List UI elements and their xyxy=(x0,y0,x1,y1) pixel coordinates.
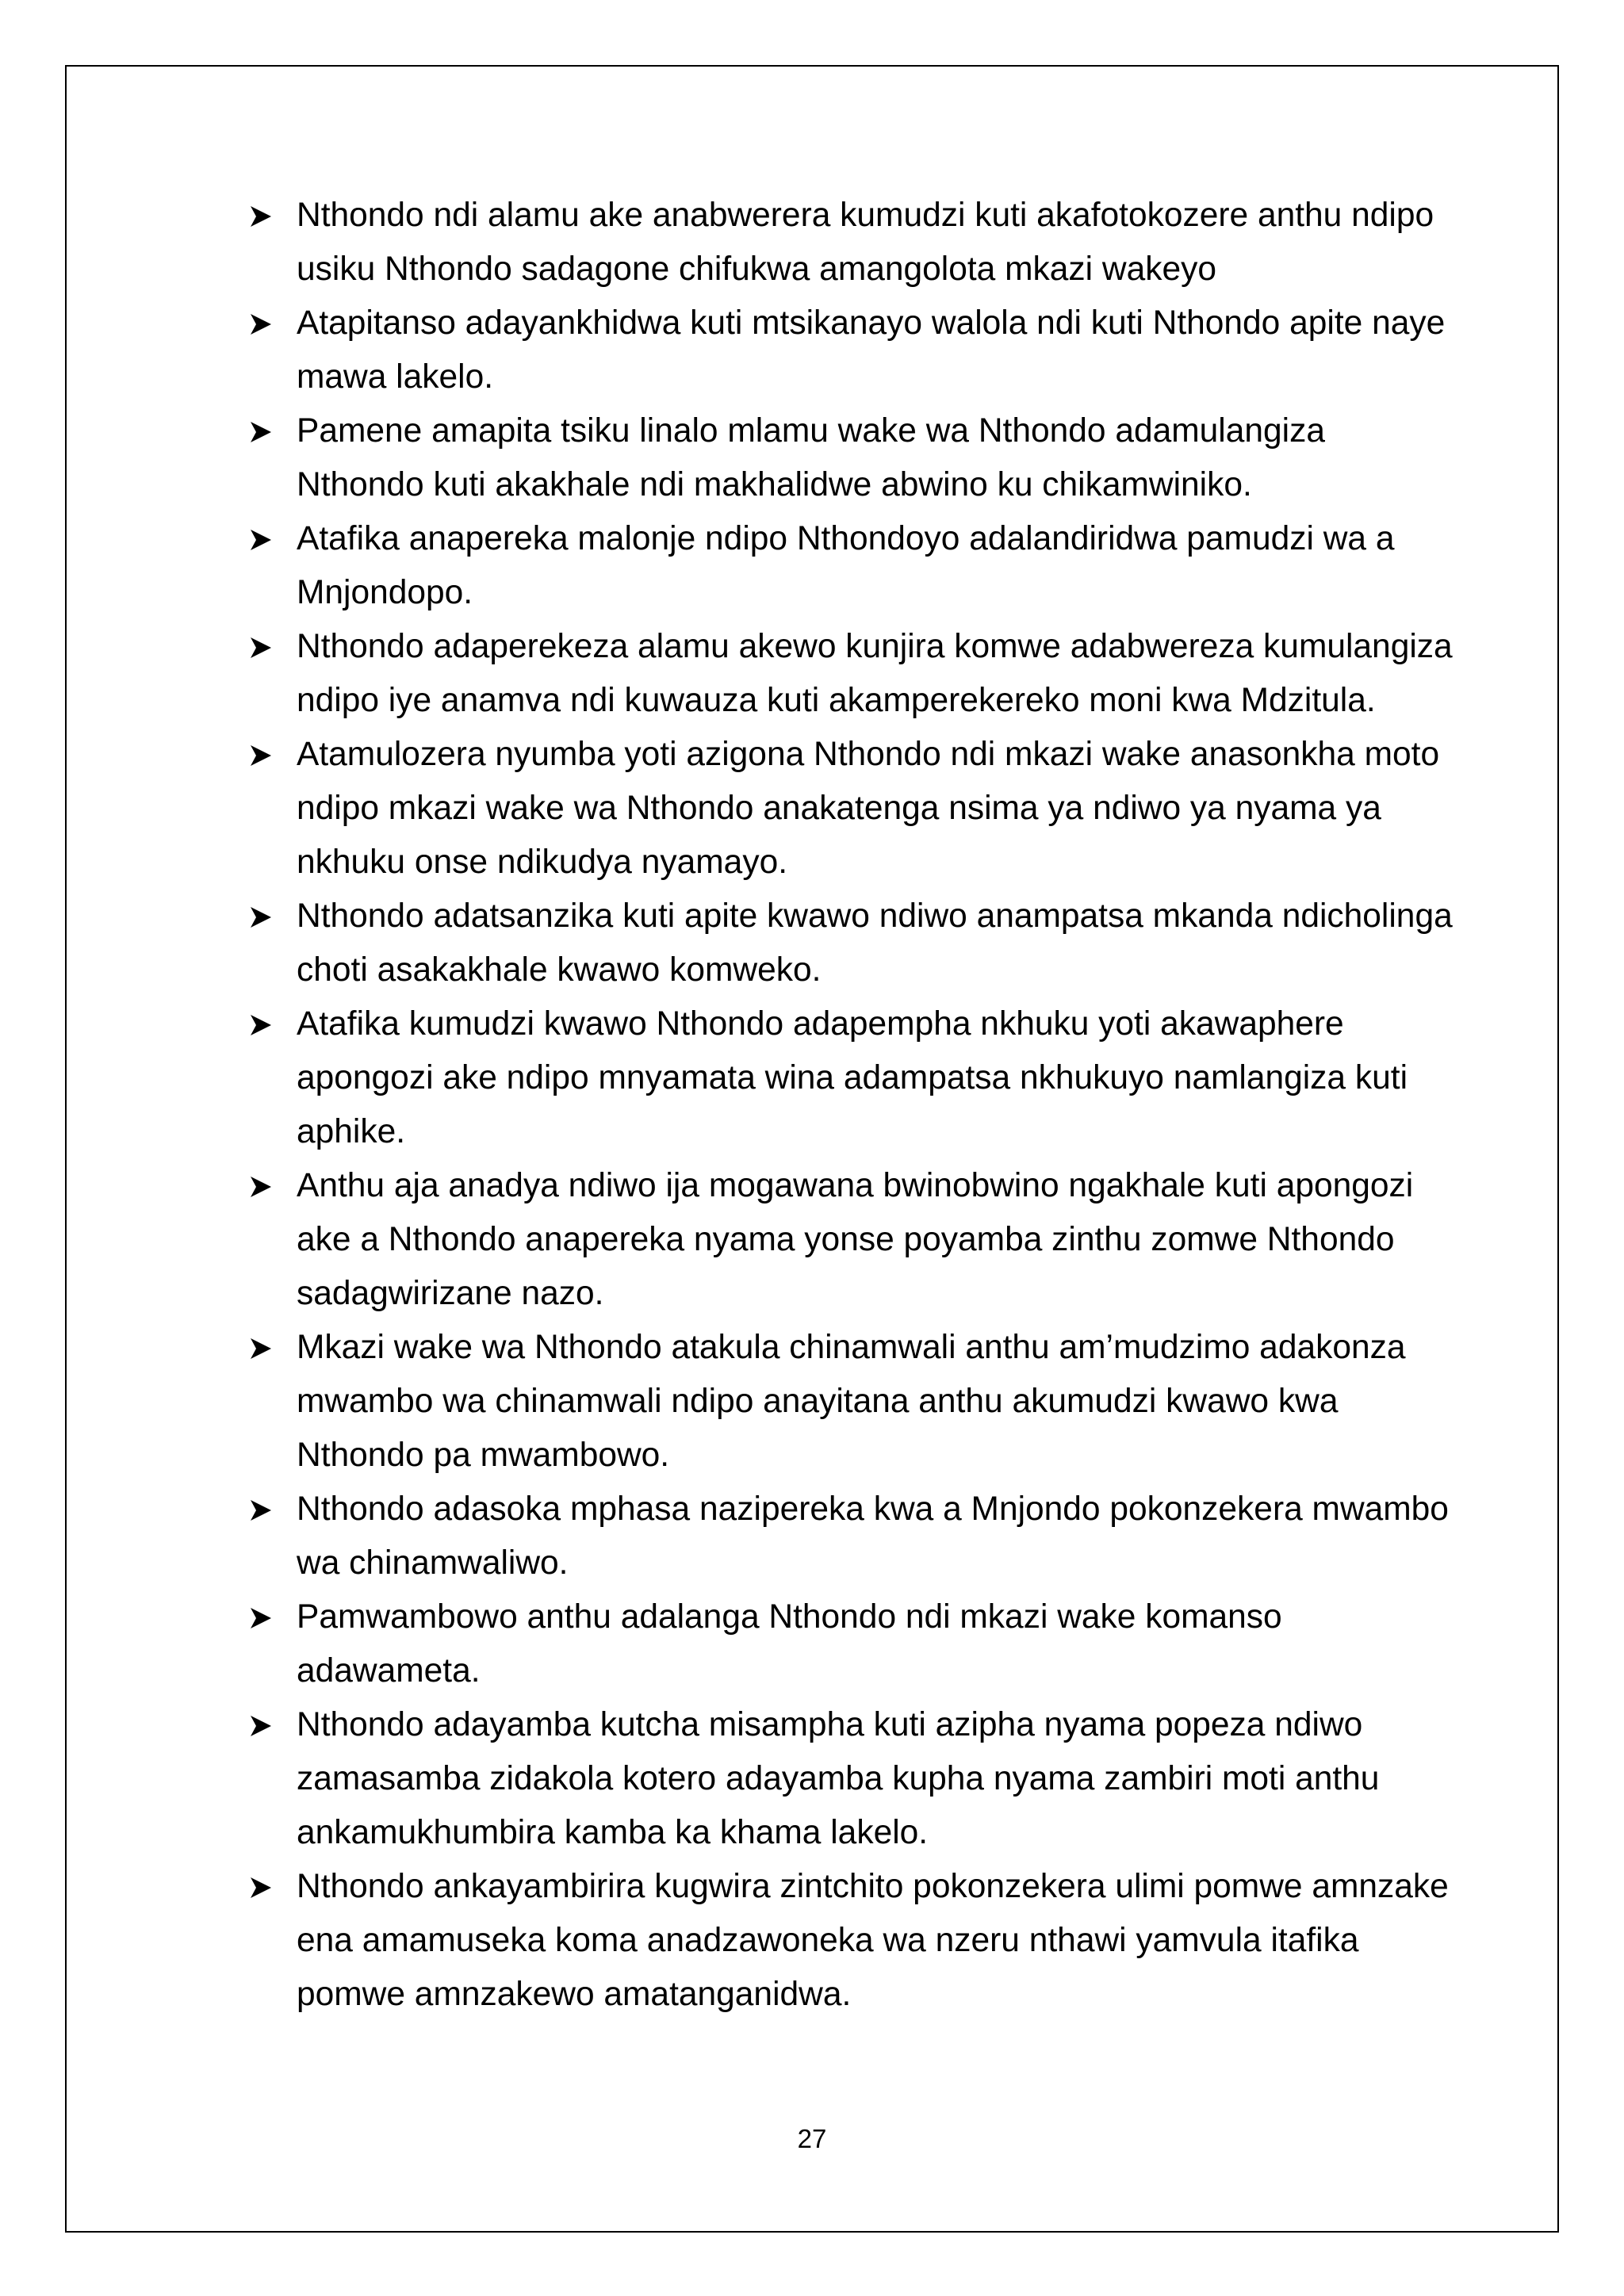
arrowhead-bullet-icon xyxy=(247,1590,279,1644)
list-item xyxy=(247,1590,1453,1698)
list-item xyxy=(247,1860,1453,2022)
arrowhead-bullet-icon xyxy=(247,890,279,943)
list-item-text: Atapitanso adayankhidwa kuti mtsikanayo walola ndi kuti Nthondo apite naye mawa lakelo. xyxy=(297,304,1446,396)
arrowhead-bullet-icon xyxy=(247,620,279,674)
list-item xyxy=(247,404,1453,512)
list-item-text: Nthondo adayamba kutcha misampha kuti azipha nyama popeza ndiwo zamasamba zidakola kotero adayamba kupha nyama zambiri moti anthu ankamukhumbira kamba ka khama lakelo. xyxy=(297,1706,1380,1851)
list-item xyxy=(247,997,1453,1159)
list-item-text: Nthondo adaperekeza alamu akewo kunjira komwe adabwereza kumulangiza ndipo iye anamva ndi kuwauza kuti akamperekereko moni kwa Mdzitula. xyxy=(297,628,1453,719)
list-item xyxy=(247,620,1453,728)
list-item-text: Pamwambowo anthu adalanga Nthondo ndi mkazi wake komanso adawameta. xyxy=(297,1598,1282,1689)
list-item-text: Atafika anapereka malonje ndipo Nthondoyo adalandiridwa pamudzi wa a Mnjondopo. xyxy=(297,520,1395,611)
arrowhead-bullet-icon xyxy=(247,728,279,782)
list-item-text: Nthondo adatsanzika kuti apite kwawo ndiwo anampatsa mkanda ndicholinga choti asakakhale kwawo komweko. xyxy=(297,897,1453,989)
list-item xyxy=(247,1698,1453,1860)
bullet-list xyxy=(247,189,1453,2022)
list-item xyxy=(247,890,1453,997)
list-item-text: Nthondo ndi alamu ake anabwerera kumudzi kuti akafotokozere anthu ndipo usiku Nthondo sadagone chifukwa amangolota mkazi wakeyo xyxy=(297,197,1434,288)
list-item xyxy=(247,189,1453,297)
list-item-text: Mkazi wake wa Nthondo atakula chinamwali anthu am’mudzimo adakonza mwambo wa chinamwali ndipo anayitana anthu akumudzi kwawo kwa Nthondo pa mwambowo. xyxy=(297,1329,1406,1474)
list-item-text: Anthu aja anadya ndiwo ija mogawana bwinobwino ngakhale kuti apongozi ake a Nthondo anapereka nyama yonse poyamba zinthu zomwe Nthondo sadagwirizane nazo. xyxy=(297,1167,1414,1312)
arrowhead-bullet-icon xyxy=(247,512,279,566)
list-item xyxy=(247,297,1453,404)
page-number: 27 xyxy=(797,2124,827,2153)
list-item-text: Nthondo ankayambirira kugwira zintchito pokonzekera ulimi pomwe amnzake ena amamuseka koma anadzawoneka wa nzeru nthawi yamvula itafika pomwe amnzakewo amatanganidwa. xyxy=(297,1868,1449,2013)
arrowhead-bullet-icon xyxy=(247,1860,279,1914)
list-item-text: Atamulozera nyumba yoti azigona Nthondo ndi mkazi wake anasonkha moto ndipo mkazi wake wa Nthondo anakatenga nsima ya ndiwo ya nyama ya nkhuku onse ndikudya nyamayo. xyxy=(297,736,1440,881)
list-item xyxy=(247,1321,1453,1483)
arrowhead-bullet-icon xyxy=(247,997,279,1051)
arrowhead-bullet-icon xyxy=(247,1159,279,1213)
list-item xyxy=(247,1483,1453,1590)
list-item-text: Nthondo adasoka mphasa nazipereka kwa a Mnjondo pokonzekera mwambo wa chinamwaliwo. xyxy=(297,1490,1449,1582)
arrowhead-bullet-icon xyxy=(247,297,279,350)
list-item xyxy=(247,512,1453,620)
list-item xyxy=(247,1159,1453,1321)
list-item-text: Pamene amapita tsiku linalo mlamu wake wa Nthondo adamulangiza Nthondo kuti akakhale ndi makhalidwe abwino ku chikamwiniko. xyxy=(297,412,1325,503)
list-item xyxy=(247,728,1453,890)
arrowhead-bullet-icon xyxy=(247,1321,279,1375)
arrowhead-bullet-icon xyxy=(247,1483,279,1536)
arrowhead-bullet-icon xyxy=(247,404,279,458)
list-item-text: Atafika kumudzi kwawo Nthondo adapempha nkhuku yoti akawaphere apongozi ake ndipo mnyamata wina adampatsa nkhukuyo namlangiza kuti aphike. xyxy=(297,1005,1408,1150)
arrowhead-bullet-icon xyxy=(247,189,279,243)
arrowhead-bullet-icon xyxy=(247,1698,279,1752)
